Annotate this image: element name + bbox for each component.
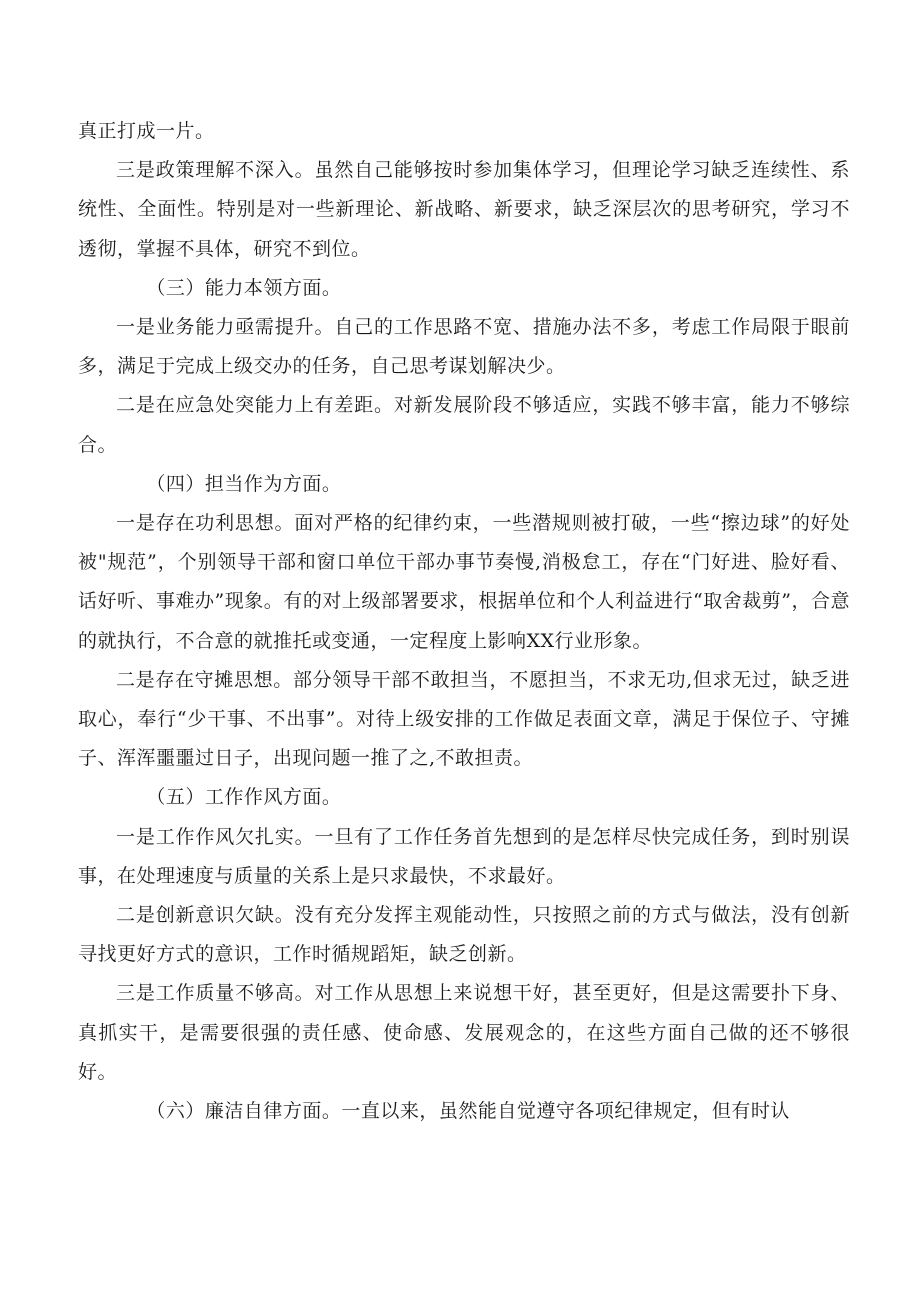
paragraph-7: 一是存在功利思想。面对严格的纪律约束，一些潜规则被打破，一些“擦边球”的好处被"规范”，个别领导干部和窗口单位干部办事节奏慢,消极怠工，存在“门好进、脸好看、话好听、事难办”现象。有的对上级部署要求，根据单位和个人利益进行“取舍裁剪”，合意的就执行，不合意的就推托或变通，一定程度上影响XX行业形象。 <box>78 512 850 652</box>
paragraph-10: 一是工作作风欠扎实。一旦有了工作任务首先想到的是怎样尽快完成任务，到时别误事，在处理速度与质量的关系上是只求最快，不求最好。 <box>78 825 850 887</box>
paragraph-11: 二是创新意识欠缺。没有充分发挥主观能动性，只按照之前的方式与做法，没有创新寻找更好方式的意识，工作时循规蹈矩，缺乏创新。 <box>78 904 850 966</box>
paragraph-1: 真正打成一片。 <box>78 120 215 142</box>
section-heading-4: （四）担当作为方面。 <box>146 472 342 495</box>
section-heading-5: （五）工作作风方面。 <box>146 786 342 809</box>
paragraph-5: 二是在应急处突能力上有差距。对新发展阶段不够适应，实践不够丰富，能力不够综合。 <box>78 394 850 456</box>
section-heading-6: （六）廉洁自律方面。一直以来，虽然能自觉遵守各项纪律规定，但有时认 <box>146 1100 790 1123</box>
section-heading-3: （三）能力本领方面。 <box>146 276 342 299</box>
paragraph-4: 一是业务能力亟需提升。自己的工作思路不宽、措施办法不多，考虑工作局限于眼前多，满足于完成上级交办的任务，自己思考谋划解决少。 <box>78 316 850 378</box>
paragraph-12: 三是工作质量不够高。对工作从思想上来说想干好，甚至更好，但是这需要扑下身、真抓实干，是需要很强的责任感、使命感、发展观念的，在这些方面自己做的还不够很好。 <box>78 982 850 1083</box>
paragraph-2: 三是政策理解不深入。虽然自己能够按时参加集体学习，但理论学习缺乏连续性、系统性、全面性。特别是对一些新理论、新战略、新要求，缺乏深层次的思考研究，学习不透彻，掌握不具体，研究不到位。 <box>78 159 850 260</box>
paragraph-8: 二是存在守摊思想。部分领导干部不敢担当，不愿担当，不求无功,但求无过，缺乏进取心，奉行“少干事、不出事”。对待上级安排的工作做足表面文章，满足于保位子、守摊子、浑浑噩噩过日子，出现问题一推了之,不敢担责。 <box>78 668 850 770</box>
document-body <box>78 112 850 1131</box>
